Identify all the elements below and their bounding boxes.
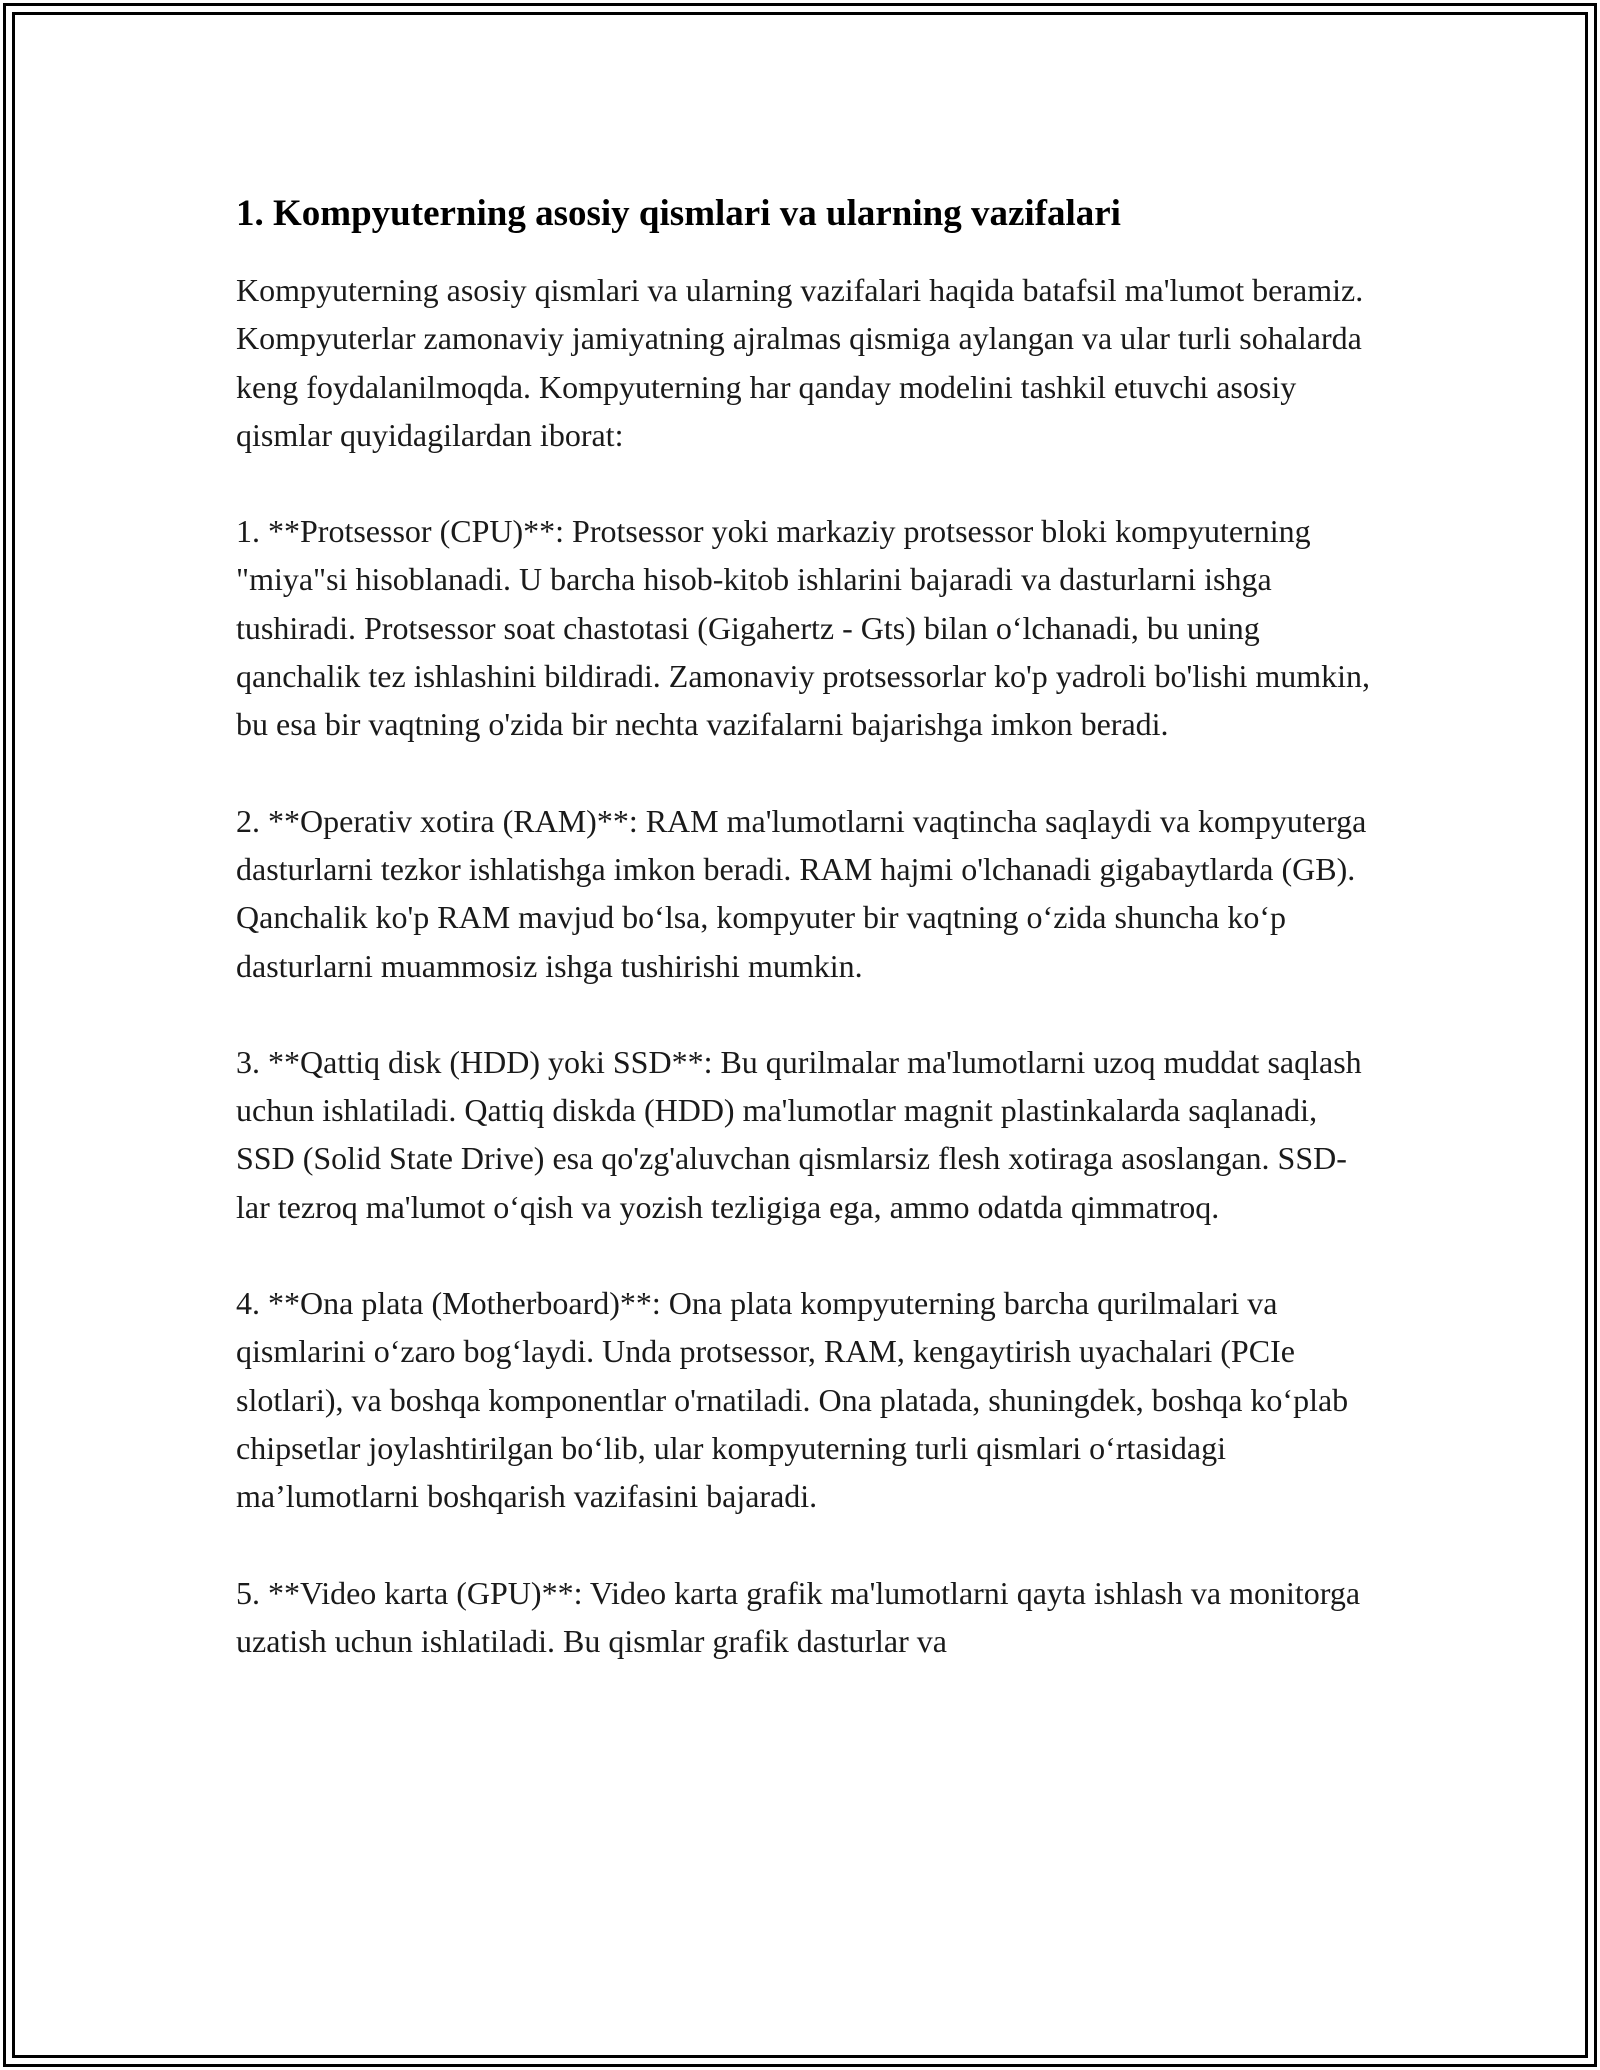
gpu-paragraph: 5. **Video karta (GPU)**: Video karta grafik ma'lumotlarni qayta ishlash va monitorga uzatish uchun ishlatiladi. Bu qismlar grafik dasturlar va [236, 1574, 1361, 1659]
motherboard-paragraph: 4. **Ona plata (Motherboard)**: Ona plata kompyuterning barcha qurilmalari va qismlarini o‘zaro bog‘laydi. Unda protsessor, RAM, kengaytirish uyachalari (PCIe slotlari), va boshqa komponentlar o'rnatiladi. Ona platada, shuningdek, boshqa ko‘plab chipsetlar joylashtirilgan bo‘lib, ular kompyuterning turli qismlari o‘rtasidagi ma’lumotlarni boshqarish vazifasini bajaradi. [236, 1285, 1349, 1515]
ram-paragraph: 2. **Operativ xotira (RAM)**: RAM ma'lumotlarni vaqtincha saqlaydi va kompyuterga dasturlarni tezkor ishlatishga imkon beradi. RAM hajmi o'lchanadi gigabaytlarda (GB). Qanchalik ko'p RAM mavjud bo‘lsa, kompyuter bir vaqtning o‘zida shuncha ko‘p dasturlarni muammosiz ishga tushirishi mumkin. [236, 802, 1367, 984]
cpu-paragraph: 1. **Protsessor (CPU)**: Protsessor yoki markaziy protsessor bloki kompyuterning "miya"si hisoblanadi. U barcha hisob-kitob ishlarini bajaradi va dasturlarni ishga tushiradi. Protsessor soat chastotasi (Gigahertz - Gts) bilan o‘lchanadi, bu uning qanchalik tez ishlashini bildiradi. Zamonaviy protsessorlar ko'p yadroli bo'lishi mumkin, bu esa bir vaqtning o'zida bir nechta vazifalarni bajarishga imkon beradi. [236, 513, 1370, 743]
storage-paragraph: 3. **Qattiq disk (HDD) yoki SSD**: Bu qurilmalar ma'lumotlarni uzoq muddat saqlash uchun ishlatiladi. Qattiq diskda (HDD) ma'lumotlar magnit plastinkalarda saqlanadi, SSD (Solid State Drive) esa qo'zg'aluvchan qismlarsiz flesh xotiraga asoslangan. SSD-lar tezroq ma'lumot o‘qish va yozish tezligiga ega, ammo odatda qimmatroq. [236, 1043, 1362, 1225]
document-body [236, 186, 1376, 1713]
intro-paragraph: Kompyuterning asosiy qismlari va ularning vazifalari haqida batafsil ma'lumot beramiz. Kompyuterlar zamonaviy jamiyatning ajralmas qismiga aylangan va ular turli sohalarda keng foydalanilmoqda. Kompyuterning har qanday modelini tashkil etuvchi asosiy qismlar quyidagilardan iborat: [236, 272, 1364, 453]
document-title: 1. Kompyuterning asosiy qismlari va ularning vazifalari [236, 193, 1121, 234]
